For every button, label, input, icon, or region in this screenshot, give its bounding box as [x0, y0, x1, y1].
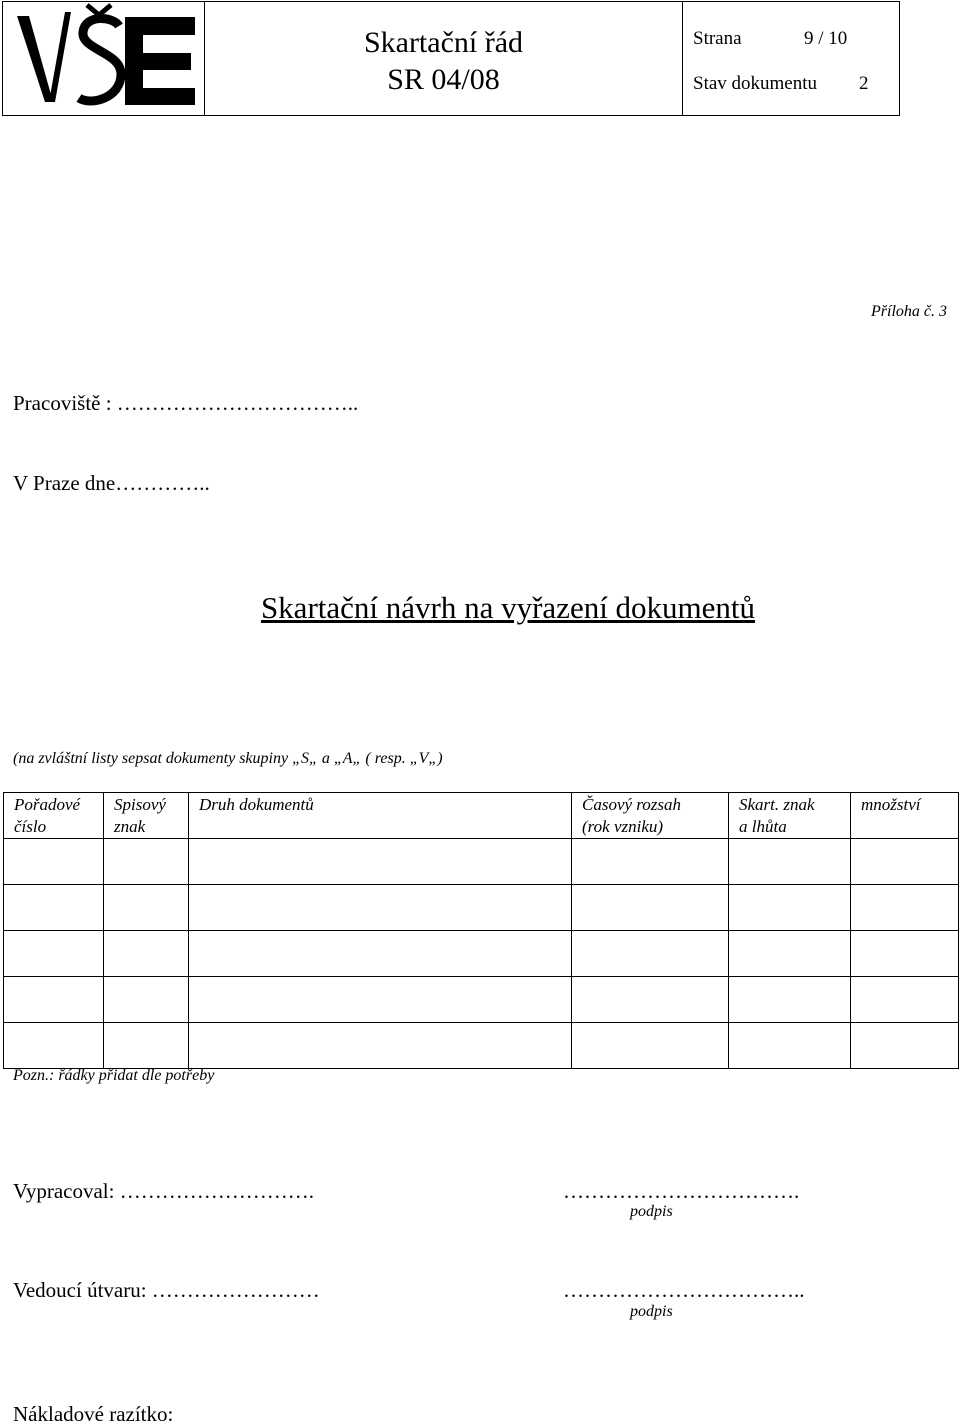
header-meta-cell	[683, 2, 899, 115]
workplace-field: Pracoviště : ……………………………..	[13, 391, 359, 415]
table-row	[4, 885, 959, 931]
head-of-unit-field: Vedoucí útvaru: ……………………	[13, 1278, 320, 1302]
table-note: Pozn.: řádky přidat dle potřeby	[13, 1067, 215, 1084]
table-row	[4, 1023, 959, 1069]
col-quantity: množství	[851, 793, 959, 839]
vse-logo	[3, 2, 203, 115]
document-header	[2, 1, 900, 116]
prepared-signature-line: …………………………….	[563, 1179, 800, 1203]
instruction-note: (na zvláštní listy sepsat dokumenty skupiny „S„ a „A„ ( resp. „V„)	[13, 750, 443, 767]
col-order-number: Pořadové číslo	[4, 793, 104, 839]
status-value: 2	[859, 73, 869, 94]
col-time-range: Časový rozsah (rok vzniku)	[572, 793, 729, 839]
table-header-row	[4, 793, 959, 839]
table-row	[4, 977, 959, 1023]
document-title: Skartační řád	[363, 26, 524, 59]
header-title-cell	[205, 2, 683, 115]
page-number: 9 / 10	[804, 28, 848, 49]
head-signature-caption: podpis	[630, 1303, 673, 1320]
place-date-field: V Praze dne…………..	[13, 471, 210, 495]
page-label: Strana	[693, 28, 742, 49]
document-code: SR 04/08	[387, 63, 500, 96]
main-title: Skartační návrh na vyřazení dokumentů	[260, 590, 756, 625]
col-disposal-mark: Skart. znak a lhůta	[729, 793, 851, 839]
col-document-type: Druh dokumentů	[189, 793, 572, 839]
table-row	[4, 839, 959, 885]
head-signature-line: ……………………………..	[563, 1278, 805, 1302]
cost-stamp-label: Nákladové razítko:	[13, 1402, 174, 1426]
disposal-table	[3, 792, 959, 1069]
table-row	[4, 931, 959, 977]
prepared-by-field: Vypracoval: ……………………….	[13, 1179, 314, 1203]
status-label: Stav dokumentu	[693, 73, 818, 94]
attachment-number: Příloha č. 3	[871, 303, 947, 320]
prepared-signature-caption: podpis	[630, 1203, 673, 1220]
col-file-mark: Spisový znak	[104, 793, 189, 839]
logo-cell	[3, 2, 205, 115]
